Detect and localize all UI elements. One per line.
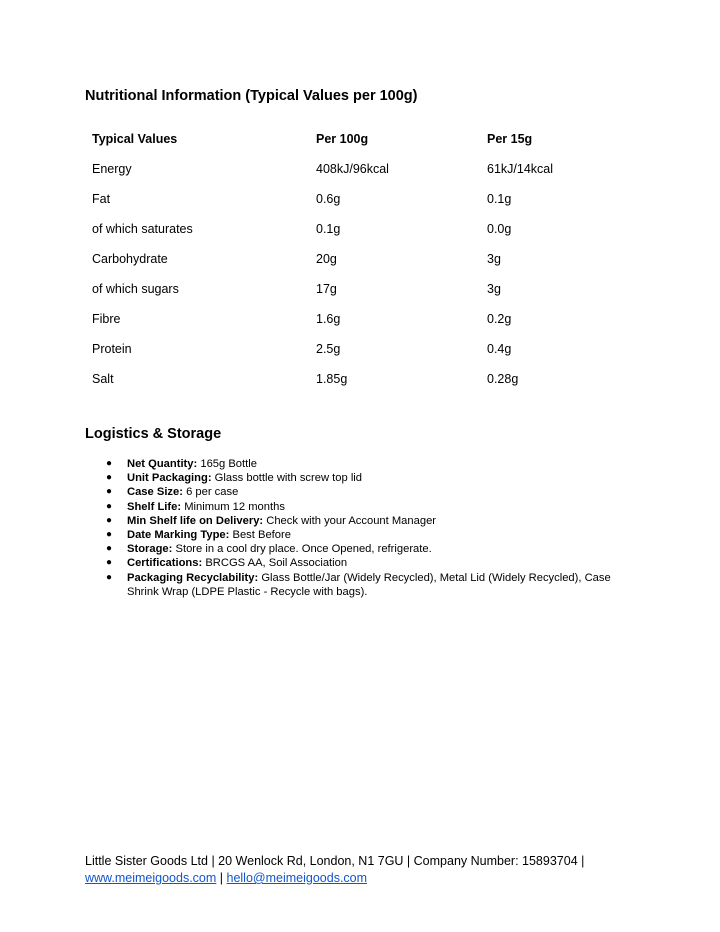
table-cell: 0.1g <box>487 192 512 206</box>
header-per-15g: Per 15g <box>487 132 533 146</box>
list-item-label: Min Shelf life on Delivery: <box>127 514 264 527</box>
list-item-label: Unit Packaging: <box>127 472 212 485</box>
list-item <box>106 457 626 471</box>
list-item-value: BRCGS AA, Soil Association <box>205 557 348 570</box>
list-item-label: Net Quantity: <box>127 458 198 470</box>
bullet-icon: ● <box>106 543 113 555</box>
footer-separator: | <box>216 871 227 885</box>
table-row <box>92 186 632 216</box>
bullet-icon: ● <box>106 529 113 541</box>
list-item-value: Store in a cool dry place. Once Opened, refrigerate. <box>175 543 432 556</box>
bullet-icon: ● <box>106 500 113 512</box>
footer-company-line: Little Sister Goods Ltd | 20 Wenlock Rd, London, N1 7GU | Company Number: 15893704 | <box>85 854 585 868</box>
table-cell: of which sugars <box>92 282 179 296</box>
table-row <box>92 216 632 246</box>
list-item-label: Certifications: <box>127 557 203 570</box>
table-cell: 408kJ/96kcal <box>316 162 389 176</box>
list-item <box>106 556 626 570</box>
table-cell: 20g <box>316 252 337 266</box>
list-item-value: 165g Bottle <box>200 458 257 470</box>
footer <box>85 853 584 887</box>
table-cell: 0.4g <box>487 342 512 356</box>
table-row <box>92 366 632 396</box>
table-cell: 3g <box>487 282 501 296</box>
table-row <box>92 336 632 366</box>
list-item-label: Packaging Recyclability: <box>127 571 259 584</box>
bullet-icon: ● <box>106 514 113 526</box>
nutrition-table-header <box>92 126 632 156</box>
list-item <box>106 500 626 514</box>
table-cell: 0.1g <box>316 222 341 236</box>
table-row <box>92 276 632 306</box>
list-item-label: Shelf Life: <box>127 500 182 513</box>
table-row <box>92 246 632 276</box>
list-item-value: Best Before <box>232 529 291 542</box>
table-cell: 0.28g <box>487 372 519 386</box>
table-cell: 17g <box>316 282 337 296</box>
table-row <box>92 156 632 186</box>
footer-links-line <box>85 870 584 887</box>
email-link[interactable]: hello@meimeigoods.com <box>226 871 368 885</box>
table-cell: Carbohydrate <box>92 252 168 266</box>
table-cell: Protein <box>92 342 132 356</box>
list-item <box>106 514 626 528</box>
table-cell: 0.0g <box>487 222 512 236</box>
table-cell: Fibre <box>92 312 121 326</box>
table-cell: Fat <box>92 192 111 206</box>
table-cell: 1.85g <box>316 372 348 386</box>
table-cell: of which saturates <box>92 222 193 236</box>
bullet-icon: ● <box>106 486 113 498</box>
logistics-title: Logistics & Storage <box>85 426 222 442</box>
logistics-list <box>106 457 626 599</box>
list-item <box>106 528 626 542</box>
nutrition-title: Nutritional Information (Typical Values per 100g) <box>85 88 418 104</box>
table-cell: 0.2g <box>487 312 512 326</box>
table-cell: 2.5g <box>316 342 341 356</box>
bullet-icon: ● <box>106 472 113 484</box>
list-item-value: Minimum 12 months <box>184 500 285 513</box>
website-link[interactable]: www.meimeigoods.com <box>85 871 217 885</box>
table-cell: 1.6g <box>316 312 341 326</box>
bullet-icon: ● <box>106 557 113 569</box>
bullet-icon: ● <box>106 458 113 469</box>
table-row <box>92 306 632 336</box>
table-cell: 61kJ/14kcal <box>487 162 554 176</box>
list-item-label: Date Marking Type: <box>127 529 230 542</box>
table-cell: 3g <box>487 252 501 266</box>
list-item-value: Glass Bottle/Jar (Widely Recycled), Metal Lid (Widely Recycled), Case Shrink Wrap (LDPE Plastic - Recycle with bags). <box>127 571 611 598</box>
list-item <box>106 542 626 556</box>
table-cell: Energy <box>92 162 132 176</box>
nutrition-table-body <box>92 156 632 396</box>
list-item <box>106 571 626 599</box>
list-item <box>106 485 626 499</box>
list-item-value: 6 per case <box>186 486 239 499</box>
nutrition-table <box>92 126 632 396</box>
bullet-icon: ● <box>106 571 113 583</box>
list-item-value: Glass bottle with screw top lid <box>214 472 363 485</box>
header-typical-values: Typical Values <box>92 132 178 146</box>
list-item <box>106 471 626 485</box>
list-item-label: Storage: <box>127 543 173 556</box>
list-item-value: Check with your Account Manager <box>266 514 437 527</box>
table-cell: Salt <box>92 372 114 386</box>
header-per-100g: Per 100g <box>316 132 369 146</box>
table-cell: 0.6g <box>316 192 341 206</box>
list-item-label: Case Size: <box>127 486 183 499</box>
